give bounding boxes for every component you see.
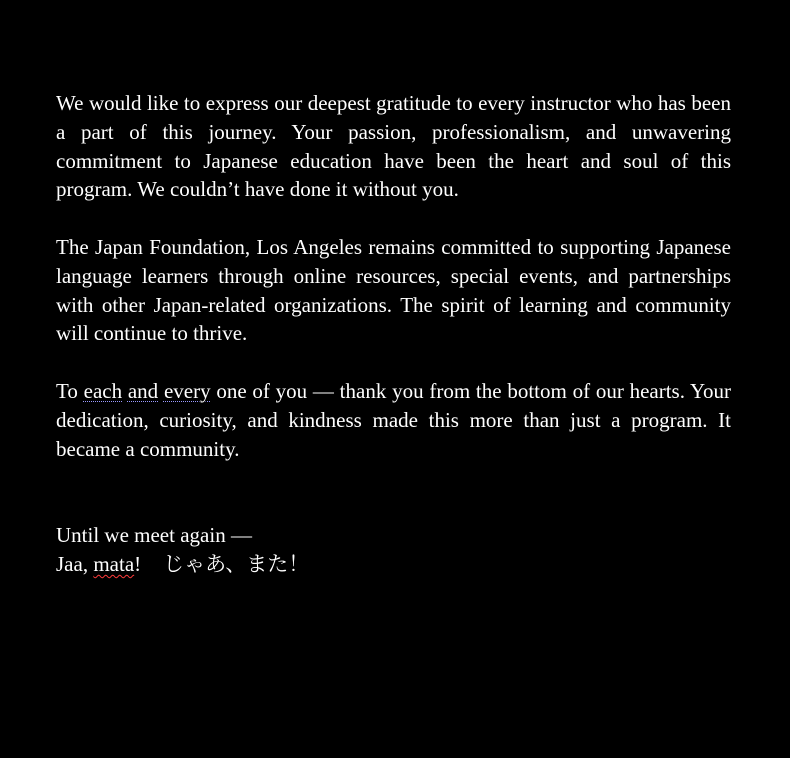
document-body bbox=[56, 89, 731, 579]
paragraph-spacer bbox=[56, 204, 731, 233]
closing-exclaim: ! bbox=[134, 551, 142, 576]
thanks-suffix: one of you — thank you from the bottom of our hearts. Your dedication, curiosity, and kindness made this more than just a program. It became a community. bbox=[56, 378, 732, 461]
paragraph-spacer bbox=[56, 463, 731, 521]
closing-line-1: Until we meet again — bbox=[56, 522, 252, 547]
grammar-flagged-word[interactable]: every bbox=[163, 378, 211, 403]
grammar-flagged-word[interactable]: and bbox=[127, 378, 159, 403]
thanks-prefix: To bbox=[56, 378, 84, 403]
closing-prefix: Jaa, bbox=[56, 551, 94, 576]
closing-line-2 bbox=[56, 550, 731, 579]
spelling-flagged-word[interactable]: mata bbox=[93, 551, 135, 576]
grammar-flagged-word[interactable]: each bbox=[83, 378, 123, 403]
paragraph-thanks bbox=[56, 377, 731, 463]
japanese-farewell: じゃあ、また！ bbox=[163, 551, 310, 576]
paragraph-gratitude: We would like to express our deepest gratitude to every instructor who has been a part of this journey. Your passion, professionalism, and unwavering commitment to Japanese education have been the heart and soul of this program. We couldn’t have done it without you. bbox=[56, 91, 731, 202]
paragraph-foundation: The Japan Foundation, Los Angeles remains committed to supporting Japanese language learners through online resources, special events, and partnerships with other Japan-related organizations. The spirit of learning and community will continue to thrive. bbox=[56, 234, 731, 346]
paragraph-spacer bbox=[56, 348, 731, 377]
